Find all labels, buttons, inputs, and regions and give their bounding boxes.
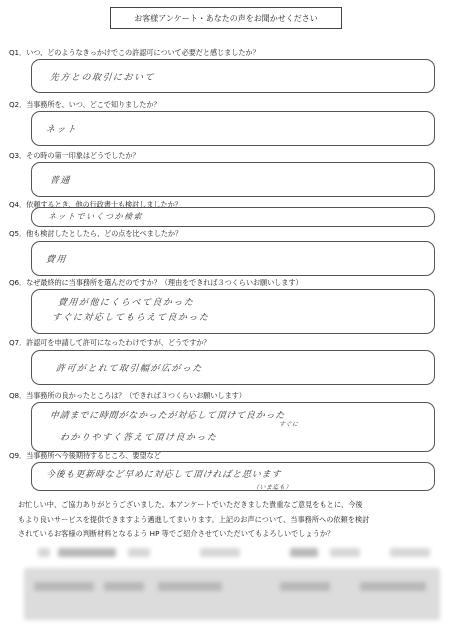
answer-box-6 [31,289,435,334]
survey-title: お客様アンケート・あなたの声をお聞かせください [110,7,342,29]
answer-9-text: 今後も更新時など早めに対応して頂ければと思います [45,470,282,480]
question-4-label: Q4．依頼するとき、他の行政書士も検討しましたか？ [9,200,182,209]
question-5-label: Q5．他も検討したとしたら、どの点を比べましたか？ [9,229,183,238]
question-8-label: Q8．当事務所の良かったところは？（できれば３つくらいお願いします） [9,391,246,400]
answer-9-note: （いま迄も） [252,484,293,491]
answer-6-line-1: 費用が他にくらべて良かった [57,298,195,308]
redacted-block [58,548,116,557]
question-9-label: Q9．当事務所へ今後期待するところ、要望など [9,451,161,460]
answer-6-line-2: すぐに対応してもらえて良かった [51,313,210,323]
answer-1-text: 先方との取引において [49,73,156,83]
redacted-block [200,548,240,557]
redacted-block [280,582,330,591]
answer-box-1 [31,59,435,93]
answer-5-text: 費用 [45,255,68,265]
answer-8-line-2: わかりやすく答えて頂け良かった [59,433,218,443]
question-2-label: Q2．当事務所を、いつ、どこで知りましたか？ [9,100,161,109]
answer-8-line-1: 申請までに時間がなかったが対応して頂けて良かった [49,411,286,421]
redacted-block [34,582,94,591]
closing-line-3: されているお客様の判断材料となるよう HP 等でご紹介させていただいてもよろしいでしょうか？ [18,529,335,538]
redacted-block [390,548,430,557]
question-3-label: Q3．その時の第一印象はどうでしたか？ [9,151,140,160]
answer-4-text: ネットでいくつか検索 [47,212,144,221]
closing-paragraph [18,498,440,542]
question-6-label: Q6．なぜ最終的に当事務所を選んだのですか？（理由をできれば３つくらいお願いします） [9,278,303,287]
redacted-block [24,568,440,620]
closing-line-2: もより良いサービスを提供できますよう邁進してまいります。上記のお声について、当事務所への依頼を検討 [18,514,370,524]
answer-3-text: 普通 [49,176,72,186]
redacted-block [158,582,222,591]
redacted-block [290,548,318,557]
redacted-block [360,582,426,591]
answer-box-5 [31,241,435,276]
question-7-label: Q7．許認可を申請して許可になったわけですが、どうですか？ [9,338,211,347]
question-1-label: Q1．いつ、どのようなきっかけでこの許認可について必要だと感じましたか？ [9,48,260,57]
answer-box-4 [31,207,435,227]
answer-box-9 [31,462,435,491]
closing-line-1: お忙しい中、ご協力ありがとうございました。本アンケートでいただきました貴重なご意見をもとに、今後 [18,500,363,509]
answer-7-text: 許可がとれて取引幅が広がった [55,364,204,374]
redacted-block [128,548,150,557]
answer-2-text: ネット [45,125,78,135]
answer-box-2 [31,111,435,146]
answer-8-note: すぐに [278,421,299,428]
answer-box-7 [31,350,435,385]
answer-box-8 [31,402,435,452]
redacted-block [38,548,50,557]
redacted-block [330,548,360,557]
answer-box-3 [31,162,435,197]
redacted-block [104,582,144,591]
